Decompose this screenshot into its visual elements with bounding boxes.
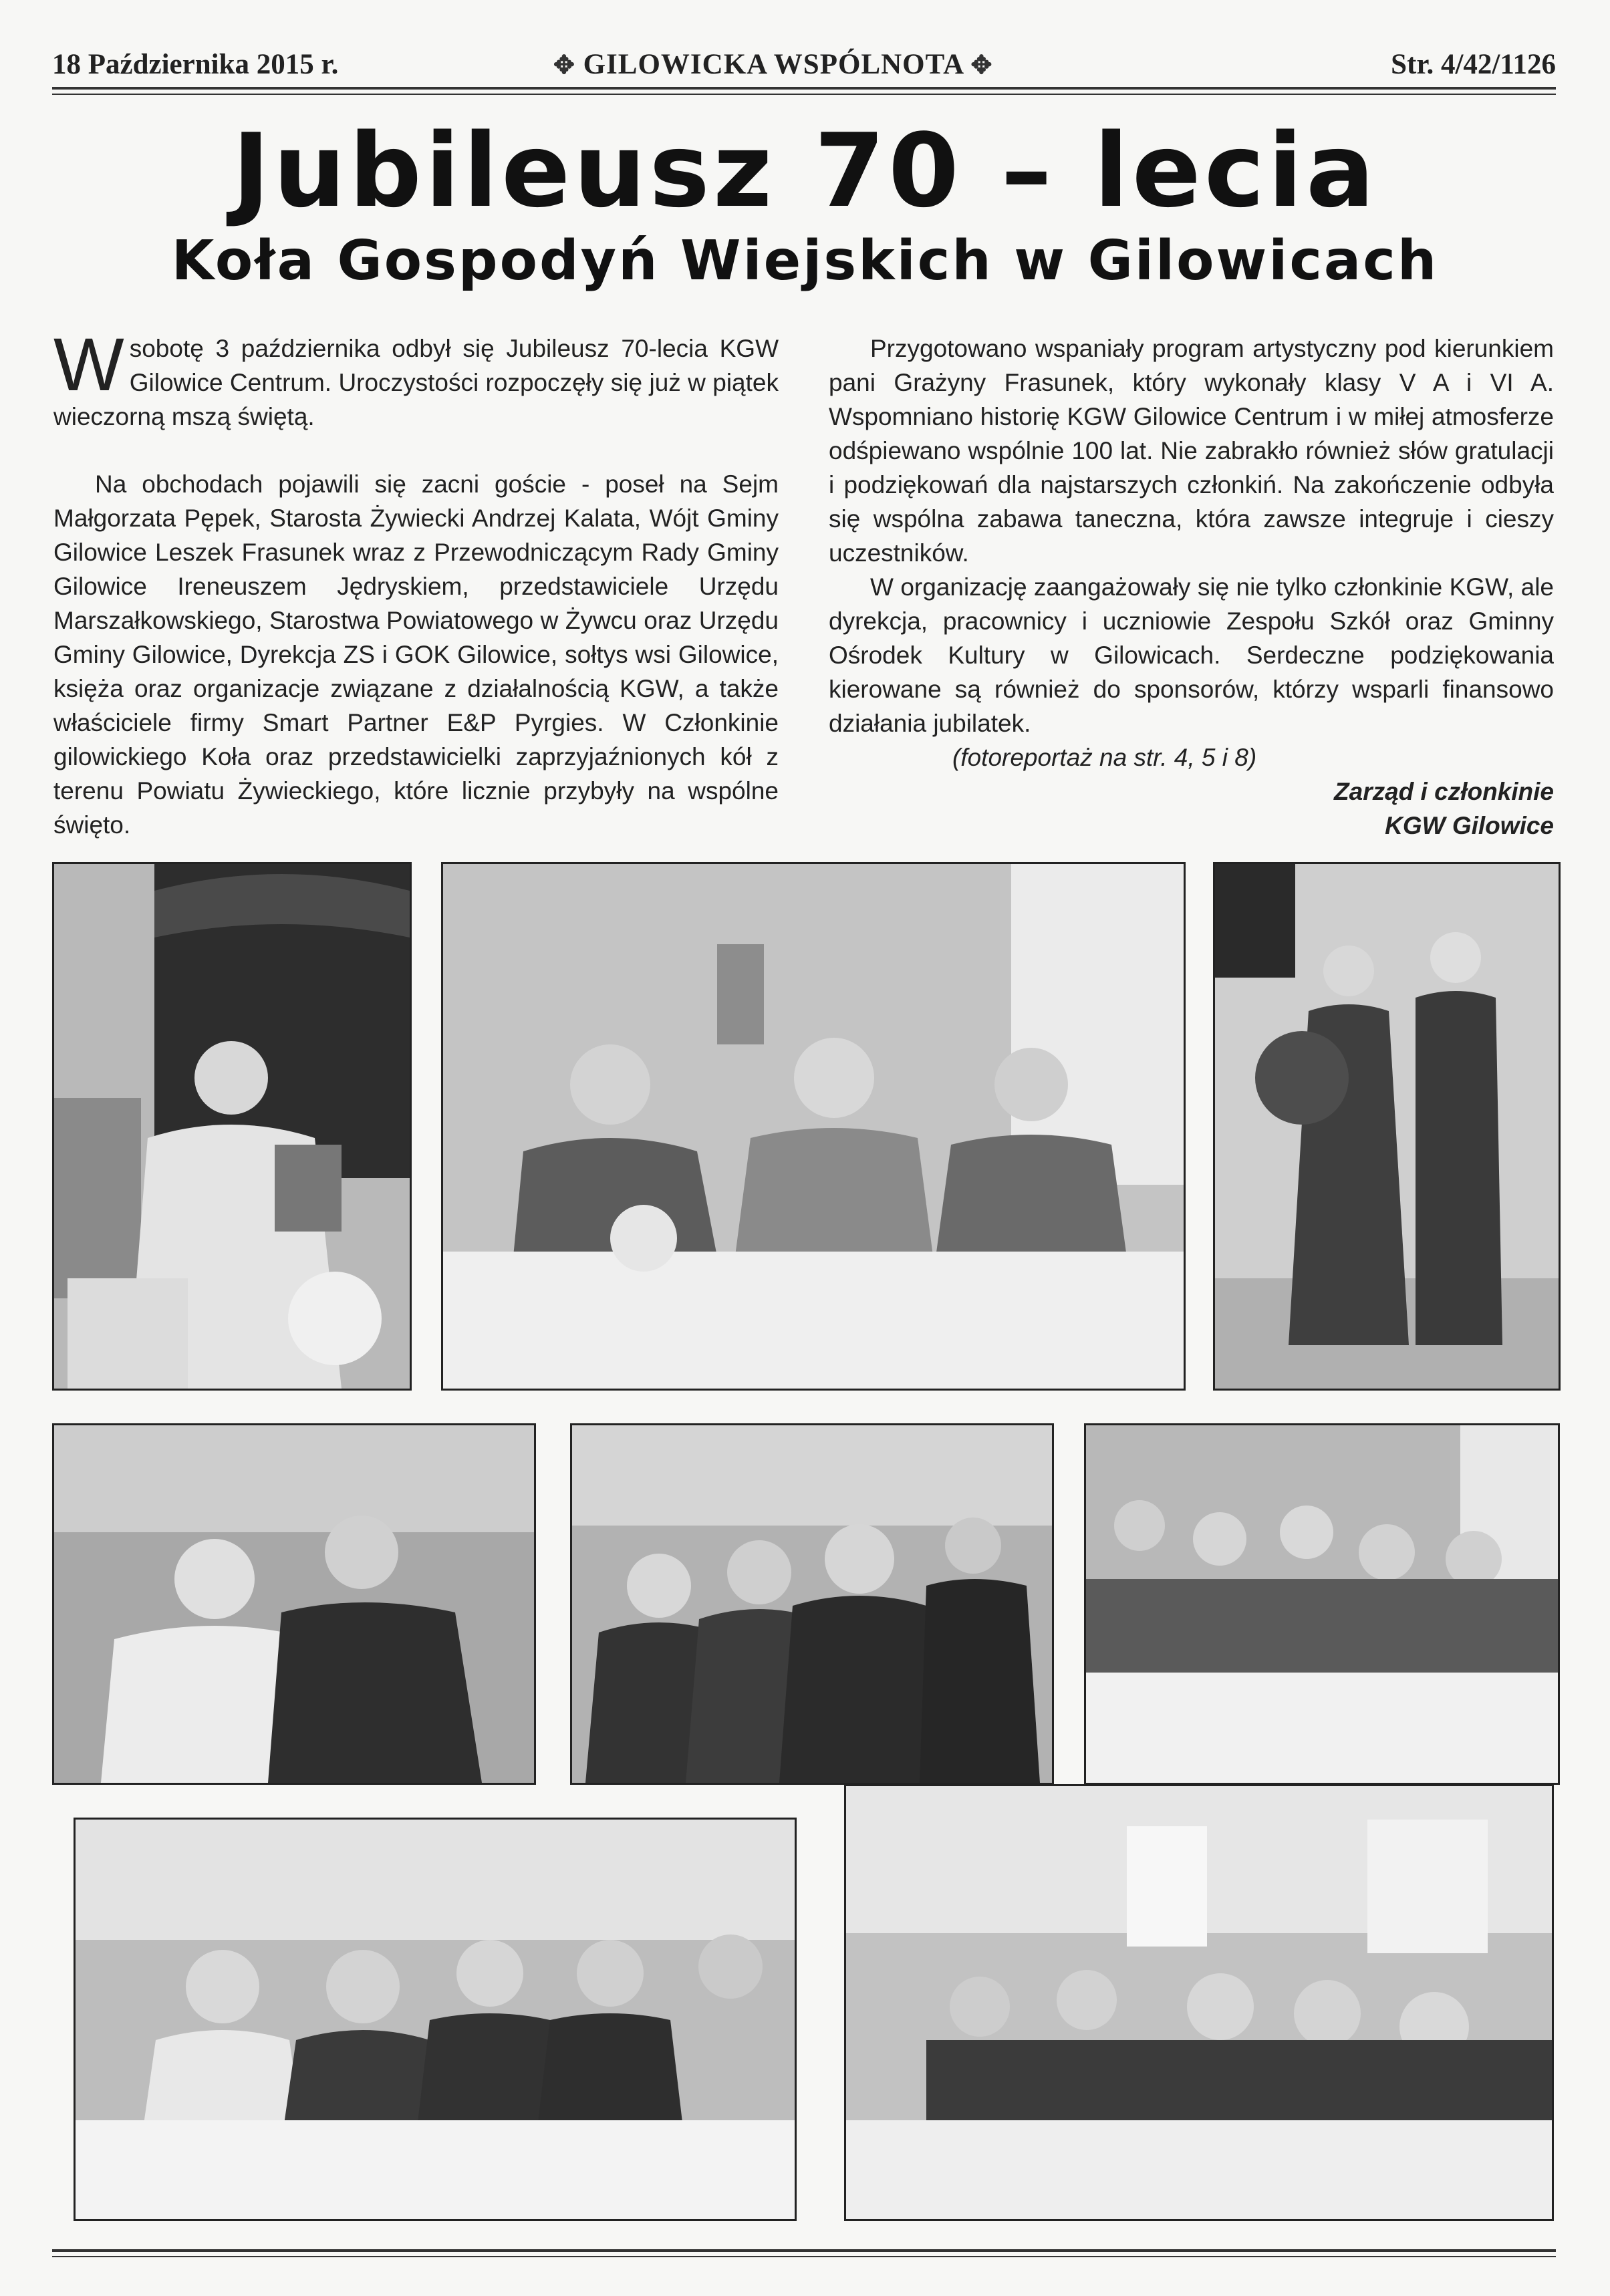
article-column-left [53,323,779,842]
photo-priest-mass [52,862,412,1391]
paragraph-guests: Na obchodach pojawili się zacni goście - poseł na Sejm Małgorzata Pępek, Starosta Żywiecki Andrzej Kalata, Wójt Gminy Gilowice Leszek Frasunek wraz z Przewodniczącym Rady Gminy Gilowice Ireneuszem Jędryskiem, przedstawiciele Urzędu Marszałkowskiego, Starostwa Powiatowego w Żywcu oraz Urzędu Gminy Gilowice, Dyrekcja ZS i GOK Gilowice, sołtys wsi Gilowice, księża oraz organizacje związane z działalnością KGW, a także właściciele firmy Smart Partner E&P Pyrgies. W Członkinie gilowickiego Koła oraz przedstawicielki zaprzyjaźnionych kół z terenu Powiatu Żywieckiego, które licznie przybyły na wspólne święto. [53,470,779,839]
ornament-left-icon: ✥ [553,51,575,80]
issue-date: 18 Października 2015 r. [52,49,339,80]
header-rule-thick [52,87,1556,90]
signature-line-2: KGW Gilowice [1385,812,1554,839]
photo-honored-members-table [441,862,1186,1391]
photo-guests-conversation [52,1423,536,1785]
photo-hall-gathering [844,1784,1554,2221]
photo-members-at-table [1084,1423,1560,1785]
publication-title [553,48,992,81]
paragraph-thanks: W organizację zaangażowały się nie tylko członkinie KGW, ale dyrekcja, pracownicy i uczniowie Zespołu Szkół oraz Gminny Ośrodek Kultury w Gilowicach. Serdeczne podziękowania kierowane są również do sponsorów, którzy wsparli finansowo działania jubilatek. [829,573,1554,737]
photo-reference: (fotoreportaż na str. 4, 5 i 8) [952,744,1257,771]
article-headline: Jubileusz 70 – lecia [232,112,1378,230]
page-header [52,35,1556,102]
drop-cap: W [53,323,124,406]
signature [829,774,1554,843]
ornament-right-icon: ✥ [970,51,993,80]
photo-women-at-table [74,1818,797,2221]
article-subheadline: Koła Gospodyń Wiejskich w Gilowicach [171,229,1439,293]
photo-flowers-presentation [1213,862,1561,1391]
signature-line-1: Zarząd i członkinie [1334,778,1554,805]
paragraph-gap [53,434,779,467]
article-column-right [829,331,1554,843]
paragraph-intro [53,323,779,434]
paragraph-intro-text: sobotę 3 października odbył się Jubileusz 70-lecia KGW Gilowice Centrum. Uroczystości rozpoczęły się już w piątek wieczorną mszą świętą. [53,335,779,430]
footer-rule-thin [52,2256,1556,2257]
footer-rule-thick [52,2249,1556,2252]
photo-officials-seated [570,1423,1054,1785]
page-number: Str. 4/42/1126 [1391,49,1556,80]
paragraph-program: Przygotowano wspaniały program artystyczny pod kierunkiem pani Grażyny Frasunek, który wykonały klasy V A i VI A. Wspomniano historię KGW Gilowice Centrum i w miłej atmosferze odśpiewano wspólnie 100 lat. Nie zabrakło również słów gratulacji i podziękowań dla najstarszych członkiń. Na zakończenie odbyła się wspólna zabawa taneczna, która zawsze integruje i cieszy uczestników. [829,335,1554,567]
publication-name: GILOWICKA WSPÓLNOTA [583,49,963,80]
header-rule-thin [52,94,1556,95]
